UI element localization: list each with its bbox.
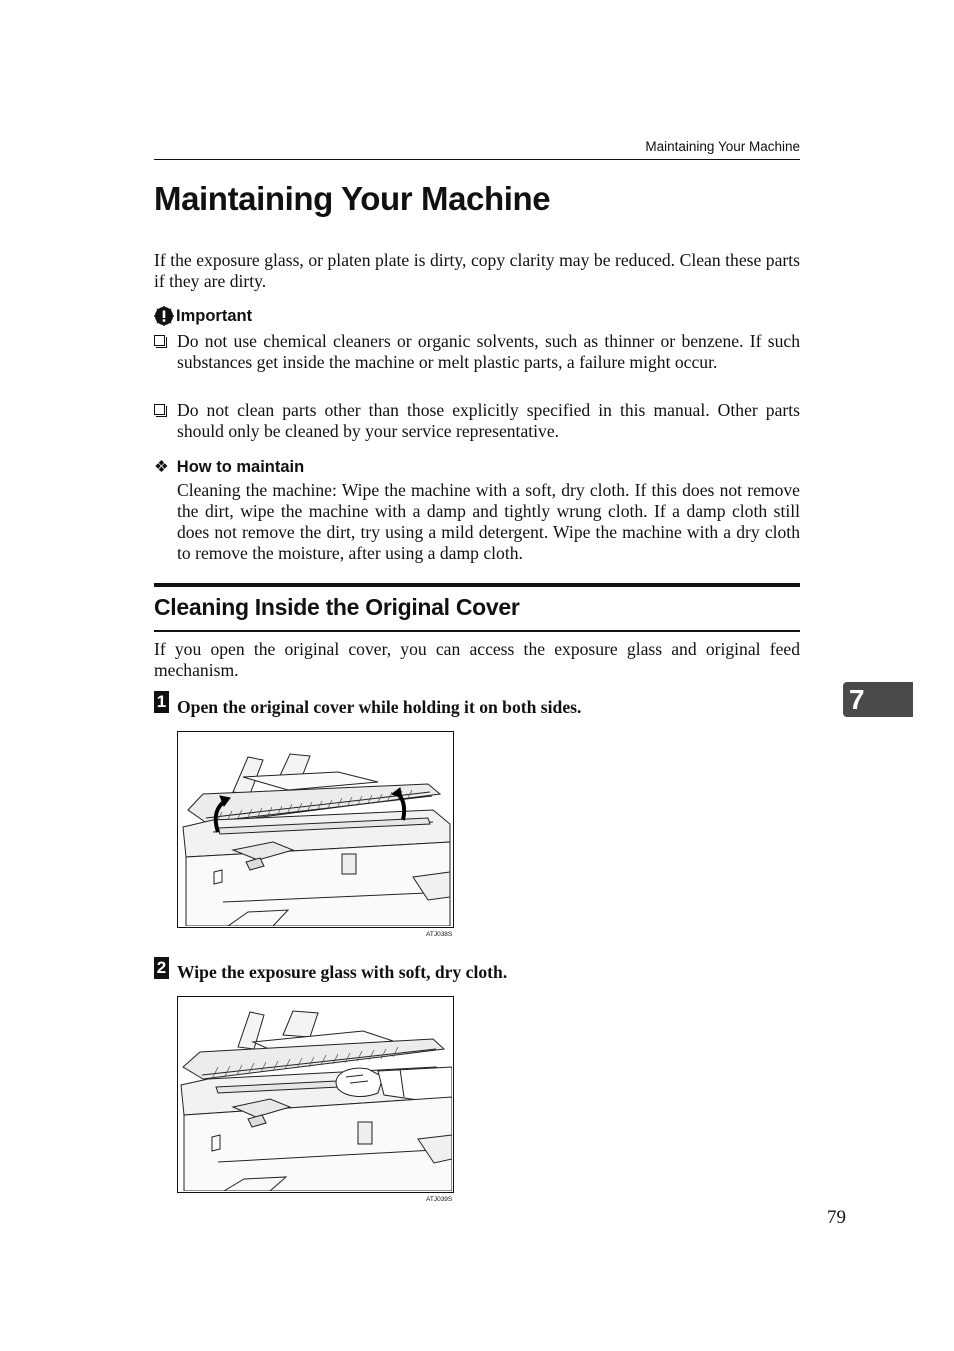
step-text: Wipe the exposure glass with soft, dry cloth. (177, 962, 508, 982)
illustration-wiping-glass (178, 997, 452, 1191)
intro-paragraph: If the exposure glass, or platen plate is dirty, copy clarity may be reduced. Clean these parts if they are dirty. (154, 250, 800, 291)
running-header: Maintaining Your Machine (645, 139, 800, 154)
illustration-machine-open-cover (178, 732, 452, 926)
figure-caption: ATJ039S (426, 1196, 453, 1203)
figure-wipe-glass (177, 996, 454, 1193)
how-to-label: How to maintain (176, 458, 305, 476)
step-number-badge: 2 (154, 957, 169, 979)
checkbox-bullet-icon (154, 335, 165, 346)
figure-open-cover (177, 731, 454, 928)
important-item-text: Do not use chemical cleaners or organic solvents, such as thinner or benzene. If such substances get inside the machine or melt plastic parts, a failure might occur. (177, 331, 800, 372)
section-rule-thick (154, 583, 800, 587)
important-heading (154, 306, 252, 326)
page-title: Maintaining Your Machine (154, 180, 551, 217)
chapter-tab: 7 (843, 682, 913, 717)
how-to-heading (154, 457, 304, 477)
figure-caption: ATJ038S (426, 931, 453, 938)
important-item-text: Do not clean parts other than those explicitly specified in this manual. Other parts should only be cleaned by your service representative. (177, 400, 800, 441)
section-intro: If you open the original cover, you can access the exposure glass and original feed mechanism. (154, 639, 800, 680)
checkbox-bullet-icon (154, 404, 165, 415)
section-title: Cleaning Inside the Original Cover (154, 594, 520, 620)
important-label: Important (176, 306, 253, 325)
step-text: Open the original cover while holding it on both sides. (177, 697, 582, 717)
section-rule-thin (154, 630, 800, 632)
page-number: 79 (827, 1207, 846, 1228)
how-to-text: Cleaning the machine: Wipe the machine with a soft, dry cloth. If this does not remove the dirt, wipe the machine with a damp and tightly wrung cloth. If a damp cloth still does not remove the dirt, try using a mild detergent. Wipe the machine with a dry cloth to remove the moisture, after using a damp cloth. (177, 480, 800, 563)
diamond-bullet-icon: ❖ (154, 458, 169, 476)
important-item-1 (154, 331, 800, 373)
step-number-badge: 1 (154, 691, 169, 713)
important-item-2 (154, 400, 800, 442)
important-icon (154, 306, 174, 326)
header-rule (154, 159, 800, 160)
